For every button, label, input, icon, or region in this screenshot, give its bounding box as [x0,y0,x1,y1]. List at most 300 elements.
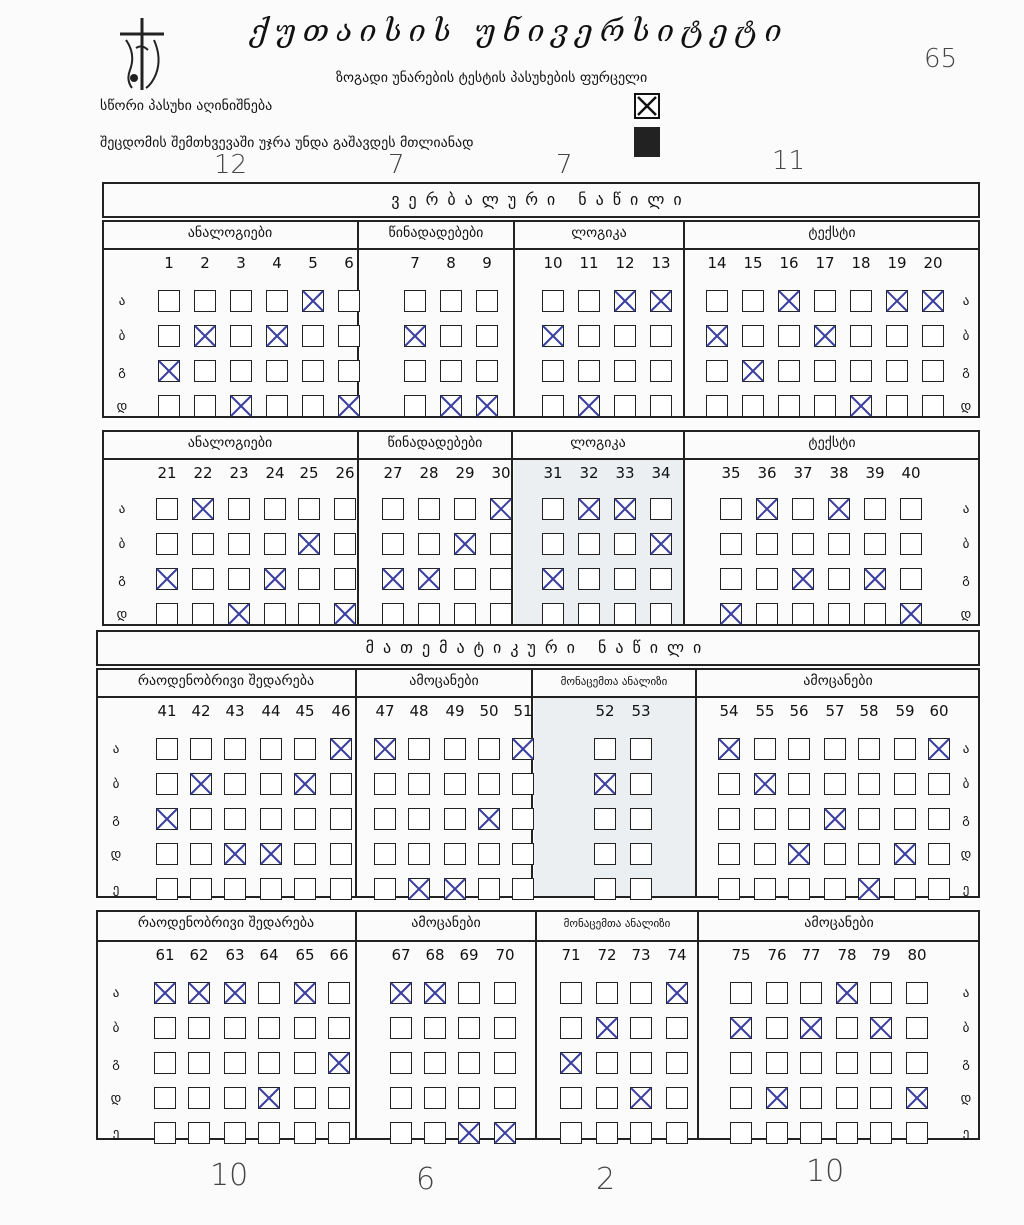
answer-box[interactable] [188,1017,210,1039]
answer-box[interactable] [730,1122,752,1144]
answer-box[interactable] [156,878,178,900]
answer-box[interactable] [224,1122,246,1144]
answer-box[interactable] [190,808,212,830]
answer-box-marked[interactable] [900,603,922,625]
answer-box[interactable] [578,325,600,347]
answer-box[interactable] [156,773,178,795]
answer-box[interactable] [454,568,476,590]
answer-box[interactable] [754,738,776,760]
answer-box[interactable] [294,1087,316,1109]
answer-box[interactable] [374,843,396,865]
answer-box-marked[interactable] [298,533,320,555]
answer-box[interactable] [870,1087,892,1109]
answer-box[interactable] [650,325,672,347]
answer-box-marked[interactable] [792,568,814,590]
answer-box-marked[interactable] [870,1017,892,1039]
answer-box[interactable] [404,395,426,417]
answer-box[interactable] [302,360,324,382]
answer-box[interactable] [328,1017,350,1039]
answer-box[interactable] [824,773,846,795]
answer-box[interactable] [260,808,282,830]
answer-box[interactable] [814,290,836,312]
answer-box[interactable] [382,533,404,555]
answer-box[interactable] [542,603,564,625]
answer-box[interactable] [906,1122,928,1144]
answer-box[interactable] [542,395,564,417]
answer-box[interactable] [228,568,250,590]
answer-box[interactable] [788,878,810,900]
answer-box[interactable] [560,1087,582,1109]
answer-box[interactable] [906,982,928,1004]
answer-box-marked[interactable] [444,878,466,900]
answer-box[interactable] [792,498,814,520]
answer-box-marked[interactable] [330,738,352,760]
answer-box[interactable] [404,360,426,382]
answer-box[interactable] [494,1017,516,1039]
answer-box[interactable] [338,325,360,347]
answer-box[interactable] [742,395,764,417]
answer-box[interactable] [390,1122,412,1144]
answer-box[interactable] [906,1017,928,1039]
answer-box[interactable] [224,738,246,760]
answer-box[interactable] [156,533,178,555]
answer-box[interactable] [298,498,320,520]
answer-box[interactable] [894,738,916,760]
answer-box[interactable] [404,290,426,312]
answer-box[interactable] [858,773,880,795]
answer-box[interactable] [224,808,246,830]
answer-box[interactable] [828,568,850,590]
answer-box[interactable] [258,982,280,1004]
answer-box[interactable] [742,290,764,312]
answer-box[interactable] [824,738,846,760]
answer-box[interactable] [778,360,800,382]
answer-box[interactable] [260,773,282,795]
answer-box-marked[interactable] [328,1052,350,1074]
answer-box[interactable] [440,325,462,347]
answer-box[interactable] [194,360,216,382]
answer-box[interactable] [928,808,950,830]
answer-box-marked[interactable] [756,498,778,520]
answer-box[interactable] [330,843,352,865]
answer-box[interactable] [328,1122,350,1144]
answer-box[interactable] [900,533,922,555]
answer-box[interactable] [298,603,320,625]
answer-box[interactable] [850,360,872,382]
answer-box[interactable] [266,395,288,417]
answer-box[interactable] [706,360,728,382]
answer-box[interactable] [754,878,776,900]
answer-box[interactable] [824,843,846,865]
answer-box[interactable] [578,290,600,312]
answer-box[interactable] [666,1052,688,1074]
answer-box[interactable] [418,533,440,555]
answer-box[interactable] [928,773,950,795]
answer-box[interactable] [294,843,316,865]
answer-box-marked[interactable] [894,843,916,865]
answer-box[interactable] [454,498,476,520]
answer-box[interactable] [224,878,246,900]
answer-box-marked[interactable] [476,395,498,417]
answer-box[interactable] [458,1017,480,1039]
answer-box-marked[interactable] [512,738,534,760]
answer-box[interactable] [864,533,886,555]
answer-box[interactable] [424,1087,446,1109]
answer-box[interactable] [630,843,652,865]
answer-box-marked[interactable] [266,325,288,347]
answer-box-marked[interactable] [458,1122,480,1144]
answer-box[interactable] [338,290,360,312]
answer-box[interactable] [800,1087,822,1109]
answer-box-marked[interactable] [490,498,512,520]
answer-box[interactable] [788,773,810,795]
answer-box[interactable] [188,1052,210,1074]
answer-box[interactable] [478,878,500,900]
answer-box[interactable] [294,878,316,900]
answer-box-marked[interactable] [824,808,846,830]
answer-box[interactable] [596,982,618,1004]
answer-box[interactable] [158,290,180,312]
answer-box[interactable] [408,738,430,760]
answer-box-marked[interactable] [294,982,316,1004]
answer-box[interactable] [718,878,740,900]
answer-box[interactable] [778,325,800,347]
answer-box[interactable] [154,1122,176,1144]
answer-box-marked[interactable] [718,738,740,760]
answer-box-marked[interactable] [454,533,476,555]
answer-box[interactable] [458,1052,480,1074]
answer-box[interactable] [666,1122,688,1144]
answer-box-marked[interactable] [828,498,850,520]
answer-box[interactable] [792,603,814,625]
answer-box[interactable] [440,360,462,382]
answer-box[interactable] [334,568,356,590]
answer-box[interactable] [614,395,636,417]
answer-box-marked[interactable] [886,290,908,312]
answer-box[interactable] [476,360,498,382]
answer-box[interactable] [650,360,672,382]
answer-box-marked[interactable] [404,325,426,347]
answer-box[interactable] [390,1017,412,1039]
answer-box[interactable] [382,498,404,520]
answer-box[interactable] [156,843,178,865]
answer-box[interactable] [188,1087,210,1109]
answer-box[interactable] [614,325,636,347]
answer-box[interactable] [720,498,742,520]
answer-box[interactable] [900,498,922,520]
answer-box[interactable] [302,325,324,347]
answer-box-marked[interactable] [850,395,872,417]
answer-box-marked[interactable] [720,603,742,625]
answer-box[interactable] [418,498,440,520]
answer-box[interactable] [440,290,462,312]
answer-box[interactable] [594,808,616,830]
answer-box[interactable] [490,533,512,555]
answer-box[interactable] [490,603,512,625]
answer-box[interactable] [444,738,466,760]
answer-box[interactable] [258,1052,280,1074]
answer-box[interactable] [458,982,480,1004]
answer-box-marked[interactable] [906,1087,928,1109]
answer-box[interactable] [454,603,476,625]
answer-box[interactable] [788,738,810,760]
answer-box[interactable] [650,395,672,417]
answer-box[interactable] [870,1122,892,1144]
answer-box[interactable] [494,1087,516,1109]
answer-box[interactable] [338,360,360,382]
answer-box[interactable] [778,395,800,417]
answer-box[interactable] [374,808,396,830]
answer-box[interactable] [800,1122,822,1144]
answer-box[interactable] [894,878,916,900]
answer-box[interactable] [194,395,216,417]
answer-box[interactable] [870,982,892,1004]
answer-box[interactable] [390,1087,412,1109]
answer-box[interactable] [614,533,636,555]
answer-box[interactable] [192,603,214,625]
answer-box[interactable] [260,878,282,900]
answer-box-marked[interactable] [596,1017,618,1039]
answer-box[interactable] [258,1122,280,1144]
answer-box[interactable] [906,1052,928,1074]
answer-box-marked[interactable] [766,1087,788,1109]
answer-box-marked[interactable] [334,603,356,625]
answer-box[interactable] [650,603,672,625]
answer-box[interactable] [260,738,282,760]
answer-box[interactable] [870,1052,892,1074]
answer-box[interactable] [596,1122,618,1144]
answer-box[interactable] [560,982,582,1004]
answer-box[interactable] [814,395,836,417]
answer-box[interactable] [328,982,350,1004]
answer-box[interactable] [264,533,286,555]
answer-box[interactable] [494,1052,516,1074]
answer-box[interactable] [190,843,212,865]
answer-box[interactable] [836,1122,858,1144]
answer-box[interactable] [630,1052,652,1074]
answer-box-marked[interactable] [224,982,246,1004]
answer-box[interactable] [766,1052,788,1074]
answer-box[interactable] [266,290,288,312]
answer-box-marked[interactable] [418,568,440,590]
answer-box[interactable] [190,738,212,760]
answer-box-marked[interactable] [630,1087,652,1109]
answer-box[interactable] [330,773,352,795]
answer-box[interactable] [424,1052,446,1074]
answer-box[interactable] [594,878,616,900]
answer-box-marked[interactable] [158,360,180,382]
answer-box[interactable] [706,395,728,417]
answer-box-marked[interactable] [594,773,616,795]
answer-box[interactable] [886,395,908,417]
answer-box[interactable] [666,1017,688,1039]
answer-box[interactable] [294,1122,316,1144]
answer-box-marked[interactable] [260,843,282,865]
answer-box[interactable] [650,568,672,590]
answer-box[interactable] [512,878,534,900]
answer-box[interactable] [494,982,516,1004]
answer-box[interactable] [650,498,672,520]
answer-box-marked[interactable] [754,773,776,795]
answer-box[interactable] [294,1052,316,1074]
answer-box[interactable] [858,738,880,760]
answer-box-marked[interactable] [374,738,396,760]
answer-box[interactable] [824,878,846,900]
answer-box[interactable] [224,1087,246,1109]
answer-box-marked[interactable] [814,325,836,347]
answer-box[interactable] [334,498,356,520]
answer-box-marked[interactable] [440,395,462,417]
answer-box-marked[interactable] [302,290,324,312]
answer-box-marked[interactable] [424,982,446,1004]
answer-box[interactable] [718,808,740,830]
answer-box[interactable] [922,325,944,347]
answer-box[interactable] [720,568,742,590]
answer-box-marked[interactable] [922,290,944,312]
answer-box-marked[interactable] [858,878,880,900]
answer-box[interactable] [264,498,286,520]
answer-box-marked[interactable] [542,325,564,347]
answer-box[interactable] [630,982,652,1004]
answer-box[interactable] [230,360,252,382]
answer-box-marked[interactable] [778,290,800,312]
answer-box[interactable] [192,568,214,590]
answer-box[interactable] [730,1052,752,1074]
answer-box-marked[interactable] [194,325,216,347]
answer-box[interactable] [478,843,500,865]
answer-box-marked[interactable] [390,982,412,1004]
answer-box[interactable] [864,603,886,625]
answer-box[interactable] [718,843,740,865]
answer-box-marked[interactable] [294,773,316,795]
answer-box-marked[interactable] [478,808,500,830]
answer-box-marked[interactable] [190,773,212,795]
answer-box[interactable] [230,290,252,312]
answer-box[interactable] [766,982,788,1004]
answer-box-marked[interactable] [224,843,246,865]
answer-box-marked[interactable] [258,1087,280,1109]
answer-box-marked[interactable] [494,1122,516,1144]
answer-box-marked[interactable] [156,808,178,830]
answer-box-marked[interactable] [192,498,214,520]
answer-box[interactable] [490,568,512,590]
answer-box[interactable] [408,843,430,865]
answer-box-marked[interactable] [188,982,210,1004]
answer-box[interactable] [542,533,564,555]
answer-box[interactable] [828,533,850,555]
answer-box[interactable] [666,1087,688,1109]
answer-box[interactable] [614,568,636,590]
answer-box[interactable] [754,843,776,865]
answer-box[interactable] [224,1052,246,1074]
answer-box[interactable] [444,773,466,795]
answer-box[interactable] [408,773,430,795]
answer-box[interactable] [476,325,498,347]
answer-box[interactable] [850,290,872,312]
answer-box[interactable] [230,325,252,347]
answer-box[interactable] [922,395,944,417]
answer-box[interactable] [264,603,286,625]
answer-box[interactable] [756,568,778,590]
answer-box[interactable] [706,290,728,312]
answer-box[interactable] [594,738,616,760]
answer-box-marked[interactable] [706,325,728,347]
answer-box[interactable] [266,360,288,382]
answer-box[interactable] [756,603,778,625]
answer-box-marked[interactable] [542,568,564,590]
answer-box[interactable] [858,843,880,865]
answer-box-marked[interactable] [560,1052,582,1074]
answer-box[interactable] [594,843,616,865]
answer-box[interactable] [374,773,396,795]
answer-box[interactable] [578,533,600,555]
answer-box[interactable] [800,982,822,1004]
answer-box-marked[interactable] [730,1017,752,1039]
answer-box[interactable] [542,290,564,312]
answer-box[interactable] [730,982,752,1004]
answer-box-marked[interactable] [382,568,404,590]
answer-box[interactable] [478,738,500,760]
answer-box[interactable] [836,1052,858,1074]
answer-box[interactable] [630,773,652,795]
answer-box[interactable] [444,843,466,865]
answer-box[interactable] [190,878,212,900]
answer-box[interactable] [928,843,950,865]
answer-box[interactable] [228,498,250,520]
answer-box[interactable] [596,1052,618,1074]
answer-box[interactable] [512,843,534,865]
answer-box-marked[interactable] [864,568,886,590]
answer-box[interactable] [512,773,534,795]
answer-box[interactable] [828,603,850,625]
answer-box[interactable] [766,1122,788,1144]
answer-box[interactable] [578,360,600,382]
answer-box[interactable] [330,878,352,900]
answer-box[interactable] [294,808,316,830]
answer-box[interactable] [154,1017,176,1039]
answer-box[interactable] [560,1017,582,1039]
answer-box[interactable] [330,808,352,830]
answer-box[interactable] [154,1087,176,1109]
answer-box[interactable] [192,533,214,555]
answer-box[interactable] [156,738,178,760]
answer-box[interactable] [614,360,636,382]
answer-box[interactable] [928,878,950,900]
answer-box-marked[interactable] [228,603,250,625]
answer-box[interactable] [730,1087,752,1109]
answer-box[interactable] [864,498,886,520]
answer-box[interactable] [156,603,178,625]
answer-box[interactable] [154,1052,176,1074]
answer-box-marked[interactable] [578,498,600,520]
answer-box[interactable] [814,360,836,382]
answer-box-marked[interactable] [578,395,600,417]
answer-box-marked[interactable] [928,738,950,760]
answer-box[interactable] [742,325,764,347]
answer-box[interactable] [424,1017,446,1039]
answer-box[interactable] [630,808,652,830]
answer-box[interactable] [630,878,652,900]
answer-box-marked[interactable] [650,290,672,312]
answer-box[interactable] [158,395,180,417]
answer-box[interactable] [418,603,440,625]
answer-box-marked[interactable] [650,533,672,555]
answer-box[interactable] [512,808,534,830]
answer-box[interactable] [900,568,922,590]
answer-box-marked[interactable] [230,395,252,417]
answer-box[interactable] [922,360,944,382]
answer-box[interactable] [596,1087,618,1109]
